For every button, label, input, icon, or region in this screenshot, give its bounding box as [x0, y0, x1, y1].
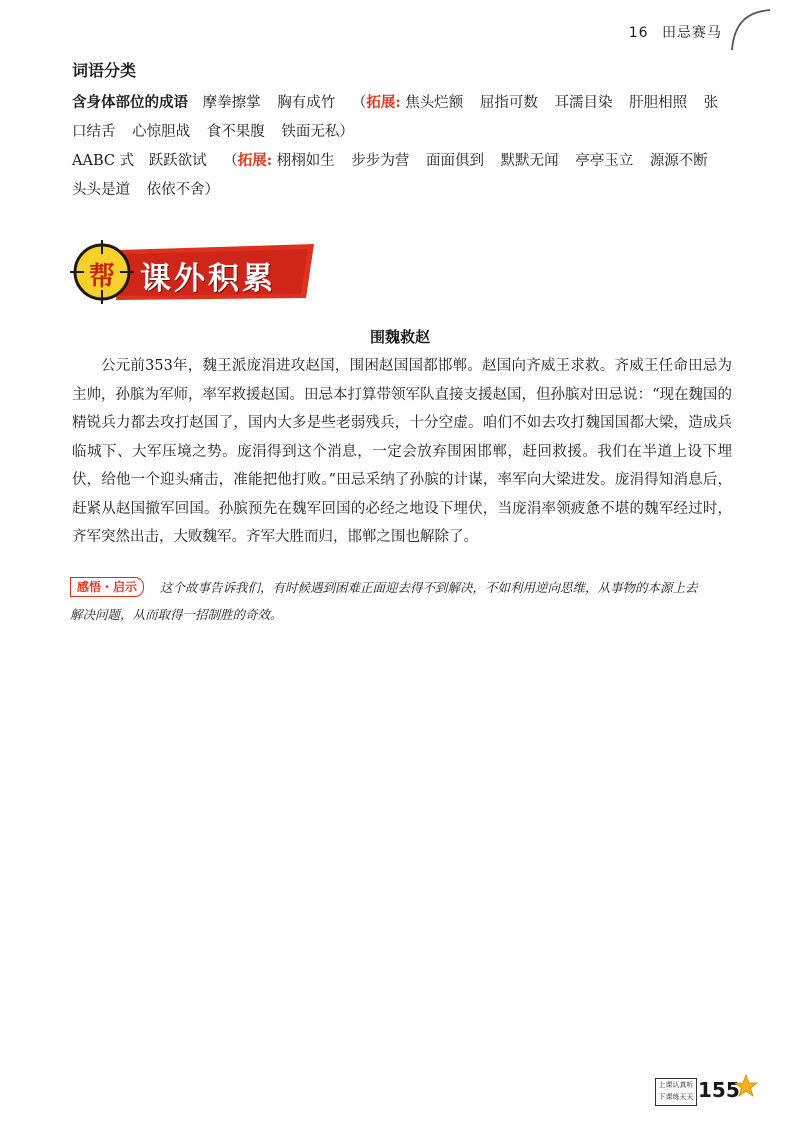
ext-open: （	[223, 153, 238, 169]
category-item: 摩拳擦掌	[202, 95, 261, 111]
insight-line: 这个故事告诉我们，有时候遇到困难正面迎去得不到解决，不如利用逆向思维，从事物的本源上去	[160, 580, 698, 595]
category-item: 跃跃欲试	[148, 153, 207, 169]
ext-item: 栩栩如生	[276, 153, 335, 169]
category-lead: 含身体部位的成语	[72, 94, 188, 111]
ext-item: 亭亭玉立	[575, 153, 634, 169]
section-title: 词语分类	[72, 61, 137, 80]
footer-slogan-line: 上课认真听	[658, 1081, 694, 1089]
ext-item: 面面俱到	[425, 153, 484, 169]
ext-item: 源源不断	[649, 153, 708, 169]
star-mascot-icon	[734, 1074, 758, 1098]
ext-close: ）	[204, 182, 220, 198]
chapter-header	[629, 22, 722, 42]
category-lead: AABC 式	[72, 153, 135, 169]
insight-tag: 感悟・启示	[70, 577, 144, 597]
category-aabc-idioms	[72, 146, 732, 205]
ext-label: 拓展:	[237, 152, 273, 169]
ext-item: 焦头烂额	[405, 95, 464, 111]
ext-item: 屈指可数	[479, 95, 538, 111]
ext-item: 依依不舍	[146, 182, 205, 198]
chapter-number: 16	[628, 25, 649, 41]
story-body: 公元前353年，魏王派庞涓进攻赵国，围困赵国国都邯郸。赵国向齐威王求救。齐威王任命田忌为主帅，孙膑为军师，率军救援赵国。田忌本打算带领军队直接支援赵国，但孙膑对田忌说：“现在魏国的精锐兵力都去攻打赵国了，国内大多是些老弱残兵，十分空虚。咱们不如去攻打魏国国都大梁，造成兵临城下、大军压境之势。庞涓得到这个消息，一定会放弃围困邯郸，赶回救援。我们在半道上设下埋伏，给他一个迎头痛击，准能把他打败。”田忌采纳了孙膑的计谋，率军向大梁进发。庞涓得知消息后，赶紧从赵国撤军回国。孙膑预先在魏军回国的必经之地设下埋伏，当庞涓率领疲惫不堪的魏军经过时，齐军突然出击，大败魏军。齐军大胜而归，邯郸之围也解除了。	[72, 358, 732, 545]
ext-item: 默默无闻	[500, 153, 559, 169]
ext-item: 耳濡目染	[554, 95, 613, 111]
story-title: 围魏救赵	[369, 328, 430, 346]
ext-item: 步步为营	[351, 153, 410, 169]
category-body-part-idioms	[72, 88, 732, 147]
ext-close: ）	[339, 124, 354, 140]
ext-item: 头头是道	[72, 182, 130, 198]
chapter-title: 田忌赛马	[662, 25, 722, 41]
banner-title: 课外积累	[140, 261, 276, 297]
banner-char: 帮	[88, 262, 115, 292]
footer-slogan-tag	[655, 1078, 697, 1106]
ext-item: 铁面无私	[281, 124, 340, 140]
insight-line: 解决问题，从而取得一招制胜的奇效。	[70, 607, 283, 622]
ext-item: 张口结舌	[72, 95, 719, 140]
category-item: 胸有成竹	[277, 95, 336, 111]
page-number: 155	[698, 1078, 740, 1102]
footer-slogan-line: 下课练天天	[658, 1093, 694, 1101]
ext-item: 食不果腹	[206, 124, 265, 140]
ext-label: 拓展:	[366, 94, 401, 111]
ext-item: 心惊胆战	[132, 124, 191, 140]
ext-open: （	[351, 95, 367, 111]
ext-item: 肝胆相照	[629, 95, 688, 111]
header-curve-decoration	[726, 8, 772, 52]
